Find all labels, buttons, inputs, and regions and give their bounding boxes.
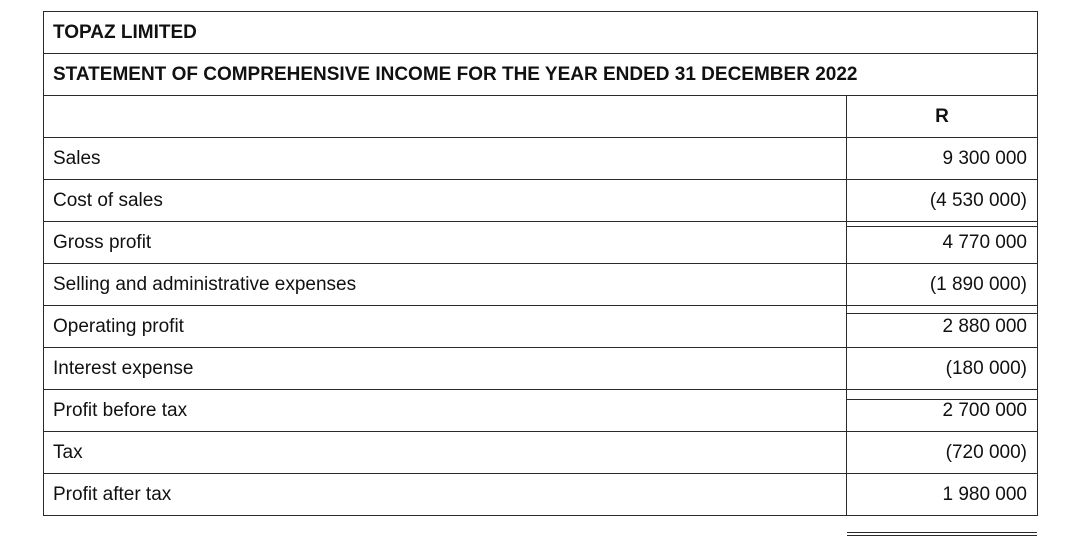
double-underline-rule — [847, 535, 1037, 536]
row-label: Interest expense — [44, 348, 847, 390]
subtotal-rule — [847, 226, 1037, 227]
row-label: Gross profit — [44, 222, 847, 264]
row-amount: 9 300 000 — [847, 138, 1038, 180]
company-row — [44, 12, 1038, 54]
row-amount: (180 000) — [847, 348, 1038, 390]
table-row — [44, 180, 1038, 222]
table-row — [44, 138, 1038, 180]
row-label: Profit before tax — [44, 390, 847, 432]
row-amount: (720 000) — [847, 432, 1038, 474]
column-header-row — [44, 96, 1038, 138]
table-row — [44, 222, 1038, 264]
row-label: Sales — [44, 138, 847, 180]
row-label: Tax — [44, 432, 847, 474]
row-amount: 4 770 000 — [847, 222, 1038, 264]
subtotal-rule — [847, 399, 1037, 400]
subtotal-rule — [847, 313, 1037, 314]
row-label: Cost of sales — [44, 180, 847, 222]
income-statement-table — [43, 11, 1038, 516]
row-amount: 2 880 000 — [847, 306, 1038, 348]
row-label: Profit after tax — [44, 474, 847, 516]
row-label: Operating profit — [44, 306, 847, 348]
table-row — [44, 432, 1038, 474]
company-name: TOPAZ LIMITED — [44, 12, 1038, 54]
double-underline-rule — [847, 532, 1037, 533]
statement-title-row — [44, 54, 1038, 96]
row-amount: 2 700 000 — [847, 390, 1038, 432]
table-row — [44, 390, 1038, 432]
row-amount: (1 890 000) — [847, 264, 1038, 306]
table-row — [44, 348, 1038, 390]
table-row — [44, 474, 1038, 516]
row-amount: (4 530 000) — [847, 180, 1038, 222]
header-blank-cell — [44, 96, 847, 138]
statement-title: STATEMENT OF COMPREHENSIVE INCOME FOR THE YEAR ENDED 31 DECEMBER 2022 — [44, 54, 1038, 96]
row-amount: 1 980 000 — [847, 474, 1038, 516]
table-row — [44, 306, 1038, 348]
table-row — [44, 264, 1038, 306]
currency-header: R — [847, 96, 1038, 138]
row-label: Selling and administrative expenses — [44, 264, 847, 306]
